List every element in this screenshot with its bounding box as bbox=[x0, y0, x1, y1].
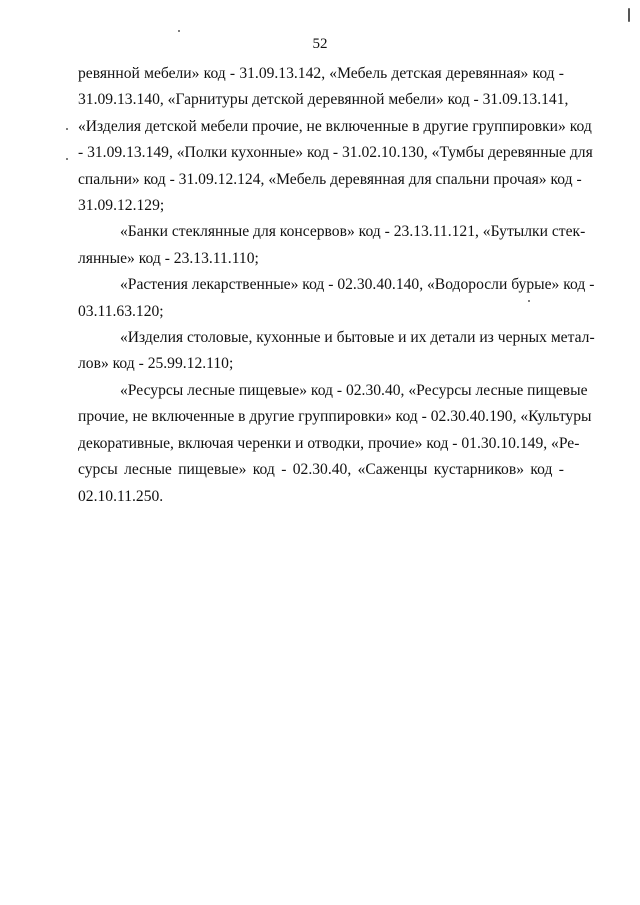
text-line: декоративные, включая черенки и отводки, прочие» код - 01.30.10.149, «Ре- bbox=[78, 434, 580, 452]
text-line: «Банки стеклянные для консервов» код - 23.13.11.121, «Бутылки стек- bbox=[120, 223, 586, 241]
paragraph-metal-codes bbox=[78, 325, 595, 378]
document-body bbox=[78, 61, 595, 510]
paragraph-glass-codes bbox=[78, 219, 586, 272]
scan-speck bbox=[178, 30, 180, 32]
paragraph-plants-codes bbox=[78, 272, 595, 325]
text-line: лянные» код - 23.13.11.110; bbox=[78, 249, 259, 267]
text-line: сурсы лесные пищевые» код - 02.30.40, «Саженцы кустарников» код - bbox=[78, 461, 564, 479]
scan-speck bbox=[628, 8, 630, 22]
text-line: «Ресурсы лесные пищевые» код - 02.30.40, «Ресурсы лесные пищевые bbox=[120, 381, 588, 399]
text-line: «Изделия столовые, кухонные и бытовые и их детали из черных метал- bbox=[120, 329, 595, 347]
text-line: ревянной мебели» код - 31.09.13.142, «Мебель детская деревянная» код - bbox=[78, 65, 564, 82]
scan-speck bbox=[528, 300, 530, 302]
text-line: - 31.09.13.149, «Полки кухонные» код - 31.02.10.130, «Тумбы деревянные для bbox=[78, 144, 593, 162]
text-line: 31.09.12.129; bbox=[78, 197, 165, 215]
text-line: 03.11.63.120; bbox=[78, 302, 164, 320]
text-line: лов» код - 25.99.12.110; bbox=[78, 355, 234, 373]
text-line: спальни» код - 31.09.12.124, «Мебель деревянная для спальни прочая» код - bbox=[78, 170, 582, 188]
text-line: прочие, не включенные в другие группировки» код - 02.30.40.190, «Культуры bbox=[78, 408, 592, 426]
text-line: «Изделия детской мебели прочие, не включенные в другие группировки» код bbox=[78, 117, 592, 135]
scan-speck bbox=[66, 128, 68, 130]
paragraph-furniture-codes bbox=[78, 61, 593, 219]
text-line: 31.09.13.140, «Гарнитуры детской деревянной мебели» код - 31.09.13.141, bbox=[78, 91, 569, 109]
paragraph-forest-codes bbox=[78, 378, 592, 510]
scan-speck bbox=[66, 158, 68, 160]
text-line: 02.10.11.250. bbox=[78, 487, 164, 505]
page-number: 52 bbox=[312, 36, 328, 52]
text-line: «Растения лекарственные» код - 02.30.40.140, «Водоросли бурые» код - bbox=[120, 276, 595, 294]
